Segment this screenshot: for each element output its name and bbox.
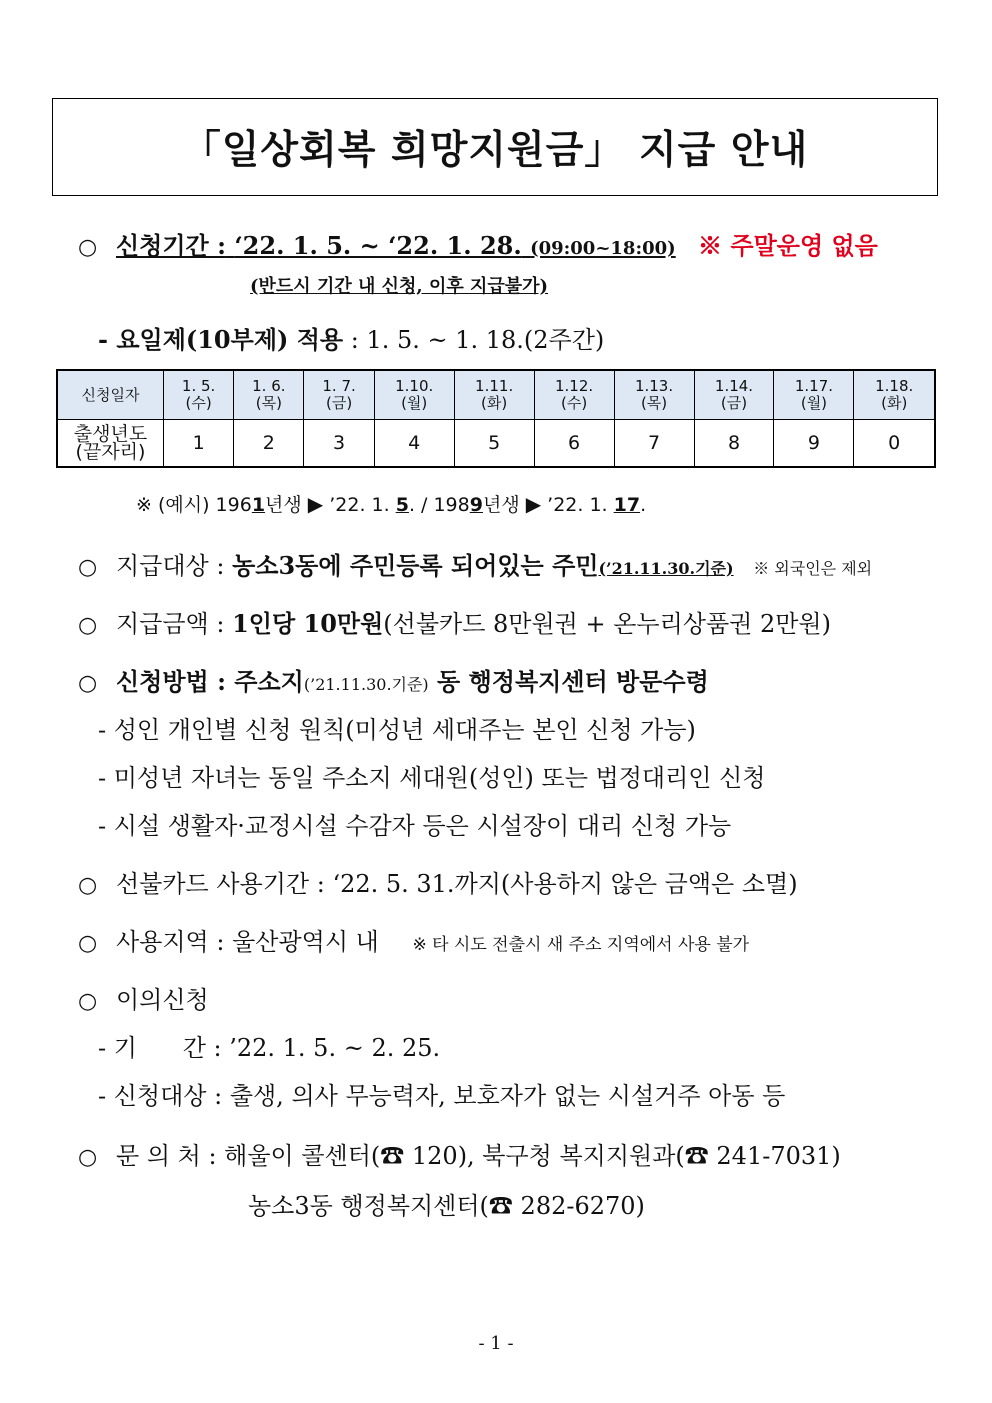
objection-target: - 신청대상 : 출생, 의사 무능력자, 보호자가 없는 시설거주 아동 등	[98, 1082, 786, 1110]
weekend-note: ※ 주말운영 없음	[698, 231, 878, 260]
row-label-date: 신청일자	[57, 370, 164, 420]
amount-line	[78, 604, 831, 639]
digit-cell: 8	[694, 420, 774, 468]
method-line	[78, 662, 709, 697]
date-cell: 1.17. (월)	[774, 370, 854, 420]
digit-cell: 1	[164, 420, 234, 468]
digit-cell: 3	[304, 420, 374, 468]
page-number: - 1 -	[478, 1333, 514, 1354]
row-label-birthyear: 출생년도 (끝자리)	[57, 420, 164, 468]
amount-label: 지급금액 :	[116, 610, 233, 638]
rotation-label-2: 적용	[288, 325, 344, 354]
rotation-label: 요일제(10부제)	[116, 325, 289, 354]
bullet-icon: ○	[78, 613, 98, 638]
period-subnote: (반드시 기간 내 신청, 이후 지급불가)	[250, 276, 549, 297]
target-line	[78, 546, 872, 581]
schedule-table	[56, 369, 936, 468]
schedule-digit-row	[57, 420, 935, 468]
objection-line	[78, 980, 209, 1015]
period-label: 신청기간 : ‘22. 1. 5. ~ ‘22. 1. 28. (09:00~18:00)	[116, 231, 676, 260]
schedule-date-row	[57, 370, 935, 420]
bullet-icon: ○	[78, 1145, 98, 1170]
digit-cell: 6	[534, 420, 614, 468]
method-item: - 성인 개인별 신청 원칙(미성년 세대주는 본인 신청 가능)	[98, 716, 696, 744]
card-period-text: 선불카드 사용기간 : ‘22. 5. 31.까지(사용하지 않은 금액은 소멸)	[116, 870, 798, 898]
period-line	[78, 226, 878, 261]
arrow-right-icon: ▶	[307, 492, 324, 516]
objection-period: - 기 간 : ’22. 1. 5. ~ 2. 25.	[98, 1034, 441, 1062]
target-date: (’21.11.30.기준)	[598, 559, 734, 578]
contact-line-1: 해울이 콜센터(☎ 120), 북구청 복지지원과(☎ 241-7031)	[224, 1142, 841, 1170]
method-item: - 미성년 자녀는 동일 주소지 세대원(성인) 또는 법정대리인 신청	[98, 764, 766, 792]
date-cell: 1.10. (월)	[374, 370, 454, 420]
digit-cell: 7	[614, 420, 694, 468]
method-detail: 동 행정복지센터 방문수령	[428, 667, 709, 696]
contact-label: 문 의 처 :	[116, 1142, 225, 1170]
rotation-dash: -	[98, 325, 117, 354]
date-cell: 1.12. (수)	[534, 370, 614, 420]
contact-line-2: 농소3동 행정복지센터(☎ 282-6270)	[248, 1192, 645, 1220]
digit-cell: 0	[854, 420, 935, 468]
objection-label: 이의신청	[116, 986, 209, 1014]
method-date: (’21.11.30.기준)	[303, 675, 429, 694]
method-item: - 시설 생활자·교정시설 수감자 등은 시설장이 대리 신청 가능	[98, 812, 732, 840]
document-title: 「일상회복 희망지원금」 지급 안내	[181, 128, 809, 173]
date-cell: 1. 6. (목)	[234, 370, 304, 420]
bullet-icon: ○	[78, 873, 98, 898]
bullet-icon: ○	[78, 671, 98, 696]
rotation-range: : 1. 5. ~ 1. 18.(2주간)	[343, 326, 605, 354]
date-cell: 1. 5. (수)	[164, 370, 234, 420]
digit-cell: 5	[454, 420, 534, 468]
bullet-icon: ○	[78, 555, 98, 580]
bullet-icon: ○	[78, 931, 98, 956]
rotation-line	[98, 320, 604, 355]
digit-cell: 2	[234, 420, 304, 468]
date-cell: 1.14. (금)	[694, 370, 774, 420]
target-note: ※ 외국인은 제외	[753, 559, 873, 578]
date-cell: 1.13. (목)	[614, 370, 694, 420]
amount-detail: (선불카드 8만원권 + 온누리상품권 2만원)	[383, 610, 831, 638]
region-text: 사용지역 : 울산광역시 내	[116, 928, 379, 956]
digit-cell: 9	[774, 420, 854, 468]
date-cell: 1.18. (화)	[854, 370, 935, 420]
date-cell: 1. 7. (금)	[304, 370, 374, 420]
region-line	[78, 922, 749, 957]
arrow-right-icon: ▶	[525, 492, 542, 516]
card-period-line	[78, 864, 798, 899]
target-value: 농소3동에 주민등록 되어있는 주민	[232, 551, 599, 580]
digit-cell: 4	[374, 420, 454, 468]
bullet-icon: ○	[78, 989, 98, 1014]
amount-value: 1인당 10만원	[232, 609, 384, 638]
bullet-icon: ○	[78, 235, 98, 260]
region-note: ※ 타 시도 전출시 새 주소 지역에서 사용 불가	[412, 935, 750, 955]
example-line: ※ (예시) 1961년생 ▶ ’22. 1. 5. / 1989년생 ▶ ’22. 1. 17.	[136, 492, 647, 516]
date-cell: 1.11. (화)	[454, 370, 534, 420]
method-label: 신청방법 : 주소지	[116, 667, 304, 696]
target-label: 지급대상 :	[116, 552, 233, 580]
contact-line	[78, 1136, 841, 1171]
title-box	[52, 98, 938, 196]
